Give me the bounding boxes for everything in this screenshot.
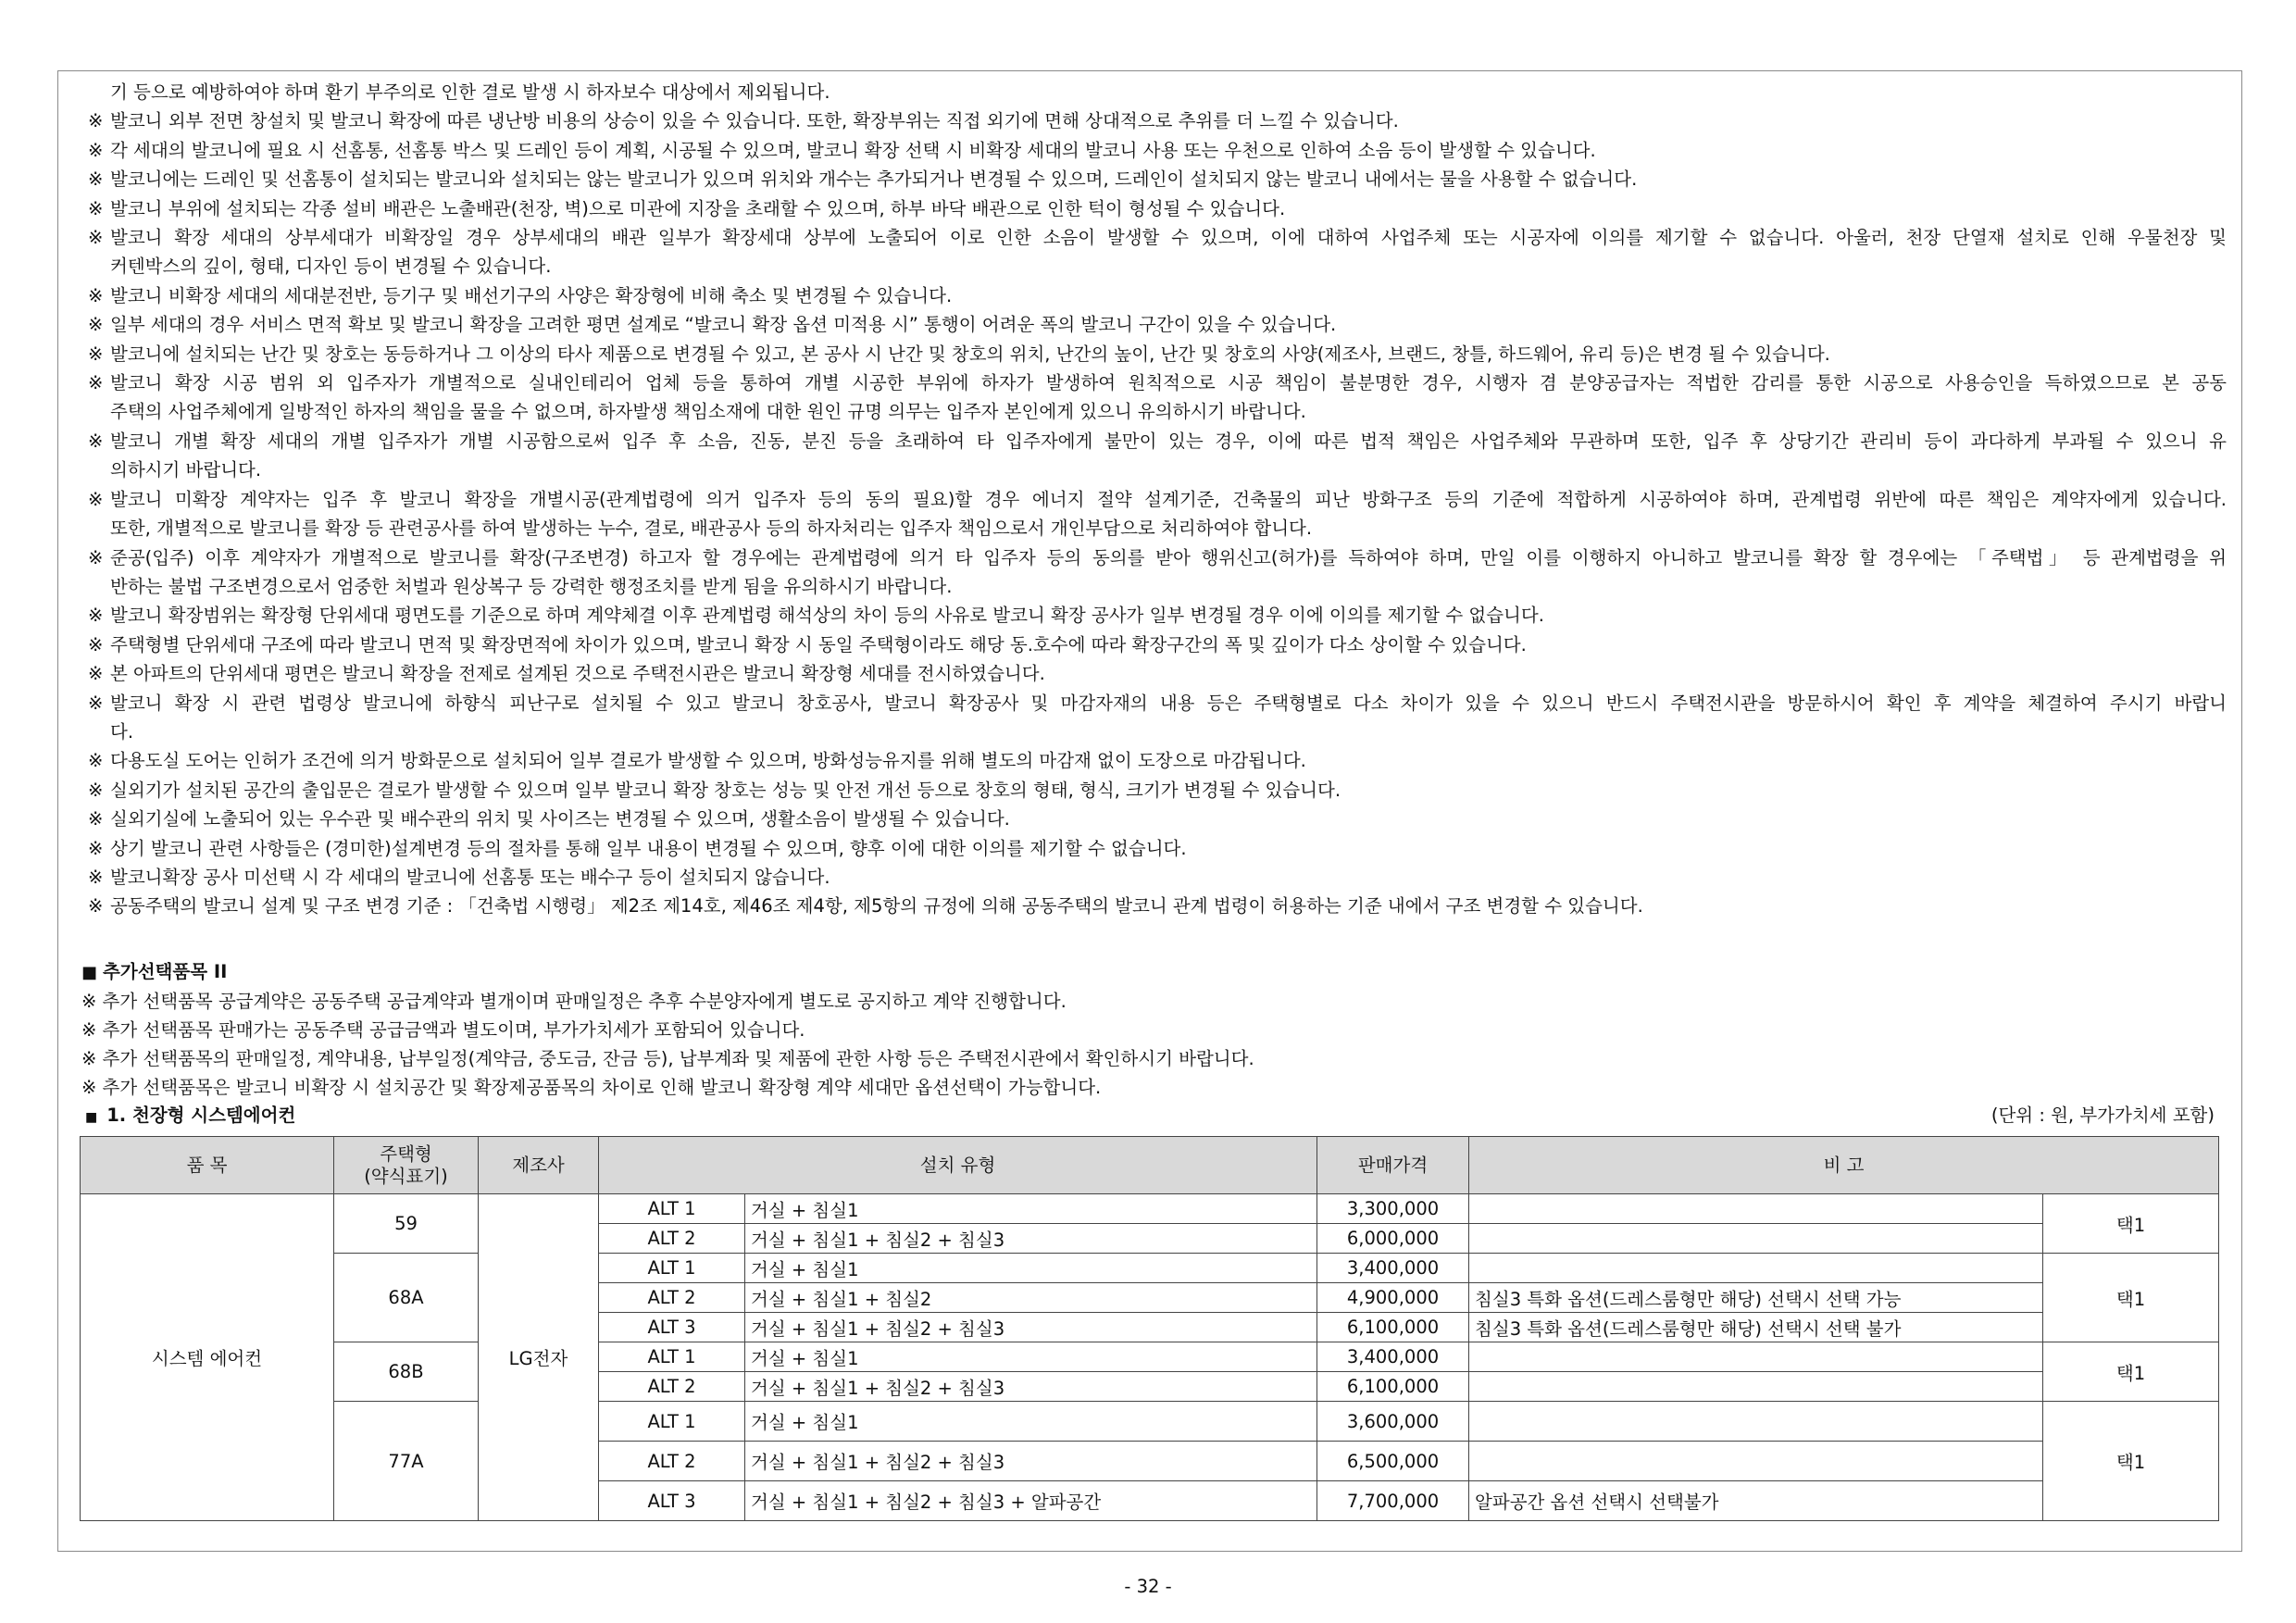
reference-mark-icon: ※ xyxy=(88,488,104,510)
reference-mark-icon: ※ xyxy=(88,779,104,801)
alt-cell: ALT 1 xyxy=(599,1402,745,1442)
reference-mark-icon xyxy=(88,572,110,601)
note-text: 반하는 불법 구조변경으로서 엄중한 처벌과 원상복구 등 강력한 행정조치를 받게 됨을 유의하시기 바랍니다. xyxy=(110,575,953,597)
note-line xyxy=(88,659,2227,688)
reference-mark-icon: ※ xyxy=(88,227,104,249)
reference-mark-icon xyxy=(88,514,110,543)
note-text: 발코니 부위에 설치되는 각종 설비 배관은 노출배관(천장, 벽)으로 미관에 지장을 초래할 수 있으며, 하부 바닥 배관으로 인한 턱이 형성될 수 있습니다. xyxy=(110,197,1286,219)
install-desc-cell: 거실 + 침실1 xyxy=(745,1402,1317,1442)
price-cell: 7,700,000 xyxy=(1317,1481,1469,1521)
table-row xyxy=(81,1402,2219,1442)
note-line xyxy=(88,863,2227,892)
alt-cell: ALT 1 xyxy=(599,1194,745,1224)
install-desc-cell: 거실 + 침실1 + 침실2 + 침실3 xyxy=(745,1224,1317,1254)
housing-type-cell: 77A xyxy=(334,1402,479,1521)
alt-cell: ALT 1 xyxy=(599,1254,745,1283)
header-item: 품 목 xyxy=(81,1137,334,1194)
additional-options-section xyxy=(81,958,2229,1131)
note-text: 다용도실 도어는 인허가 조건에 의거 방화문으로 설치되어 일부 결로가 발생할 수 있으며, 방화성능유지를 위해 별도의 마감재 없이 도장으로 마감됩니다. xyxy=(110,750,1306,772)
note-text: 주택형별 단위세대 구조에 따라 발코니 면적 및 확장면적에 차이가 있으며, 발코니 확장 시 동일 주택형이라도 해당 동.호수에 따라 확장구간의 폭 및 깊이가 다소 상이할 수 있습니다. xyxy=(110,633,1527,655)
price-cell: 6,100,000 xyxy=(1317,1372,1469,1402)
note-line xyxy=(88,485,2227,514)
alt-cell: ALT 3 xyxy=(599,1481,745,1521)
note-line xyxy=(88,718,2227,746)
alt-cell: ALT 3 xyxy=(599,1313,745,1342)
alt-cell: ALT 2 xyxy=(599,1442,745,1481)
remark-cell xyxy=(1469,1224,2043,1254)
header-price: 판매가격 xyxy=(1317,1137,1469,1194)
reference-mark-icon: ※ xyxy=(88,197,104,219)
remark-cell: 침실3 특화 옵션(드레스룸형만 해당) 선택시 선택 가능 xyxy=(1469,1283,2043,1313)
maker-cell: LG전자 xyxy=(479,1194,599,1521)
header-install-type: 설치 유형 xyxy=(599,1137,1317,1194)
remark-cell xyxy=(1469,1342,2043,1372)
alt-cell: ALT 2 xyxy=(599,1372,745,1402)
aircon-option-table xyxy=(80,1136,2219,1521)
price-cell: 6,000,000 xyxy=(1317,1224,1469,1254)
reference-mark-icon xyxy=(88,397,110,426)
note-text: 주택의 사업주체에게 일방적인 하자의 책임을 물을 수 없으며, 하자발생 책임소재에 대한 원인 규명 의무는 입주자 본인에게 있으니 유의하시기 바랍니다. xyxy=(110,401,1306,423)
reference-mark-icon: ※ xyxy=(88,837,104,859)
note-text: 발코니 미확장 계약자는 입주 후 발코니 확장을 개별시공(관계법령에 의거 입주자 등의 동의 필요)할 경우 에너지 절약 설계기준, 건축물의 피난 방화구조 등의 기준에 적합하게 시공하여야 하며, 관계법령 위반에 따른 책임은 계약자에게 있습니다. xyxy=(110,488,2227,510)
note-text: 발코니 외부 전면 창설치 및 발코니 확장에 따른 냉난방 비용의 상승이 있을 수 있습니다. 또한, 확장부위는 직접 외기에 면해 상대적으로 추위를 더 느낄 수 있습니다. xyxy=(110,110,1399,132)
reference-mark-icon: ※ xyxy=(88,110,104,132)
note-line xyxy=(88,136,2227,165)
note-line xyxy=(88,601,2227,630)
note-line xyxy=(88,78,2227,106)
note-text: 발코니 확장 세대의 상부세대가 비확장일 경우 상부세대의 배관 일부가 확장세대 상부에 노출되어 이로 인한 소음이 발생할 수 있으며, 이에 대하여 사업주체 또는 시공자에 이의를 제기할 수 없습니다. 아울러, 천장 단열재 설치로 인해 우물천장 및 xyxy=(110,227,2227,249)
reference-mark-icon: ※ xyxy=(88,546,104,568)
install-desc-cell: 거실 + 침실1 xyxy=(745,1342,1317,1372)
table-row xyxy=(81,1342,2219,1372)
choice-cell: 택1 xyxy=(2043,1254,2219,1342)
note-line xyxy=(88,310,2227,339)
table-header-row xyxy=(81,1137,2219,1194)
note-line xyxy=(88,397,2227,426)
section-note: ※ 추가 선택품목의 판매일정, 계약내용, 납부일정(계약금, 중도금, 잔금 등), 납부계좌 및 제품에 관한 사항 등은 주택전시관에서 확인하시기 바랍니다. xyxy=(81,1048,1254,1069)
note-text: 본 아파트의 단위세대 평면은 발코니 확장을 전제로 설계된 것으로 주택전시관은 발코니 확장형 세대를 전시하였습니다. xyxy=(110,663,1045,685)
install-desc-cell: 거실 + 침실1 + 침실2 + 침실3 xyxy=(745,1442,1317,1481)
note-line xyxy=(88,368,2227,397)
choice-cell: 택1 xyxy=(2043,1194,2219,1254)
choice-cell: 택1 xyxy=(2043,1342,2219,1402)
square-bullet-icon: ■ xyxy=(81,963,98,982)
table-row xyxy=(81,1254,2219,1283)
remark-cell: 알파공간 옵션 선택시 선택불가 xyxy=(1469,1481,2043,1521)
reference-mark-icon xyxy=(88,718,110,746)
remark-cell xyxy=(1469,1254,2043,1283)
note-text: 각 세대의 발코니에 필요 시 선홈통, 선홈통 박스 및 드레인 등이 계획, 시공될 수 있으며, 발코니 확장 선택 시 비확장 세대의 발코니 사용 또는 우천으로 인하여 소음 등이 발생할 수 있습니다. xyxy=(110,139,1596,161)
housing-type-cell: 59 xyxy=(334,1194,479,1254)
item-cell: 시스템 에어컨 xyxy=(81,1194,334,1521)
note-text: 다. xyxy=(110,720,134,743)
reference-mark-icon: ※ xyxy=(88,895,104,918)
housing-type-cell: 68B xyxy=(334,1342,479,1402)
reference-mark-icon: ※ xyxy=(88,633,104,655)
note-text: 발코니 확장범위는 확장형 단위세대 평면도를 기준으로 하며 계약체결 이후 관계법령 해석상의 차이 등의 사유로 발코니 확장 공사가 일부 변경될 경우 이에 이의를 제기할 수 없습니다. xyxy=(110,605,1544,627)
reference-mark-icon: ※ xyxy=(88,430,104,452)
price-cell: 6,100,000 xyxy=(1317,1313,1469,1342)
section-note: ※ 추가 선택품목 판매가는 공동주택 공급금액과 별도이며, 부가가치세가 포함되어 있습니다. xyxy=(81,1019,805,1041)
note-text: 공동주택의 발코니 설계 및 구조 변경 기준 : 「건축법 시행령」 제2조 제14호, 제46조 제4항, 제5항의 규정에 의해 공동주택의 발코니 관계 법령이 허용하는 기준 내에서 구조 변경할 수 있습니다. xyxy=(110,895,1643,918)
price-cell: 6,500,000 xyxy=(1317,1442,1469,1481)
note-text: 발코니 개별 확장 세대의 개별 입주자가 개별 시공함으로써 입주 후 소음, 진동, 분진 등을 초래하여 타 입주자에게 불만이 있는 경우, 이에 따른 법적 책임은 사업주체와 무관하며 또한, 입주 후 상당기간 관리비 등이 과다하게 부과될 수 있으니 유 xyxy=(110,430,2227,452)
reference-mark-icon: ※ xyxy=(88,314,104,336)
note-line xyxy=(88,689,2227,718)
section-title xyxy=(81,958,2229,987)
reference-mark-icon: ※ xyxy=(88,692,104,714)
reference-mark-icon: ※ xyxy=(88,750,104,772)
note-text: 발코니 비확장 세대의 세대분전반, 등기구 및 배선기구의 사양은 확장형에 비해 축소 및 변경될 수 있습니다. xyxy=(110,284,953,306)
remark-cell xyxy=(1469,1194,2043,1224)
note-line xyxy=(88,776,2227,805)
page-number: - 32 - xyxy=(1124,1576,1172,1597)
install-desc-cell: 거실 + 침실1 + 침실2 + 침실3 xyxy=(745,1313,1317,1342)
alt-cell: ALT 1 xyxy=(599,1342,745,1372)
note-line xyxy=(88,572,2227,601)
reference-mark-icon: ※ xyxy=(88,866,104,888)
section-note: ※ 추가 선택품목은 발코니 비확장 시 설치공간 및 확장제공품목의 차이로 인해 발코니 확장형 계약 세대만 옵션선택이 가능합니다. xyxy=(81,1077,1102,1098)
note-text: 발코니 확장 시공 범위 외 입주자가 개별적으로 실내인테리어 업체 등을 통하여 개별 시공한 부위에 하자가 발생하여 원칙적으로 시공 책임이 불분명한 경우, 시행자 겸 분양공급자는 적법한 감리를 통한 시공으로 사용승인을 득하였으므로 본 공동 xyxy=(110,372,2227,394)
note-text: 준공(입주) 이후 계약자가 개별적으로 발코니를 확장(구조변경) 하고자 할 경우에는 관계법령에 의거 타 입주자 등의 동의를 받아 행위신고(허가)를 득하여야 하며, 만일 이를 이행하지 아니하고 발코니를 확장 할 경우에는 「주택법」 등 관계법령을 위 xyxy=(110,546,2227,568)
header-remark: 비 고 xyxy=(1469,1137,2219,1194)
note-line xyxy=(88,834,2227,863)
note-text: 상기 발코니 관련 사항들은 (경미한)설계변경 등의 절차를 통해 일부 내용이 변경될 수 있으며, 향후 이에 대한 이의를 제기할 수 없습니다. xyxy=(110,837,1187,859)
alt-cell: ALT 2 xyxy=(599,1224,745,1254)
header-type: 주택형 (약식표기) xyxy=(334,1137,479,1194)
note-text: 일부 세대의 경우 서비스 면적 확보 및 발코니 확장을 고려한 평면 설계로 “발코니 확장 옵션 미적용 시” 통행이 어려운 폭의 발코니 구간이 있을 수 있습니다. xyxy=(110,314,1337,336)
note-text: 발코니에 설치되는 난간 및 창호는 동등하거나 그 이상의 타사 제품으로 변경될 수 있고, 본 공사 시 난간 및 창호의 위치, 난간의 높이, 난간 및 창호의 사양(제조사, 브랜드, 창틀, 하드웨어, 유리 등)은 변경 될 수 있습니다. xyxy=(110,343,1830,365)
note-text: 발코니에는 드레인 및 선홈통이 설치되는 발코니와 설치되는 않는 발코니가 있으며 위치와 개수는 추가되거나 변경될 수 있으며, 드레인이 설치되지 않는 발코니 내에서는 물을 사용할 수 없습니다. xyxy=(110,169,1638,191)
note-line xyxy=(88,543,2227,572)
note-line xyxy=(88,194,2227,223)
square-bullet-icon: ■ xyxy=(85,1110,98,1125)
install-desc-cell: 거실 + 침실1 xyxy=(745,1254,1317,1283)
note-line xyxy=(88,223,2227,252)
note-text: 실외기실에 노출되어 있는 우수관 및 배수관의 위치 및 사이즈는 변경될 수 있으며, 생활소음이 발생될 수 있습니다. xyxy=(110,808,1010,830)
balcony-notes-list xyxy=(88,78,2227,921)
header-maker: 제조사 xyxy=(479,1137,599,1194)
remark-cell xyxy=(1469,1402,2043,1442)
price-cell: 3,400,000 xyxy=(1317,1254,1469,1283)
price-cell: 3,300,000 xyxy=(1317,1194,1469,1224)
note-line xyxy=(88,281,2227,310)
note-text: 발코니 확장 시 관련 법령상 발코니에 하향식 피난구로 설치될 수 있고 발코니 창호공사, 발코니 확장공사 및 마감자재의 내용 등은 주택형별로 다소 차이가 있을 수 있으니 반드시 주택전시관을 방문하시어 확인 후 계약을 체결하여 주시기 바랍니 xyxy=(110,692,2227,714)
note-line xyxy=(88,456,2227,484)
note-line xyxy=(88,165,2227,194)
reference-mark-icon: ※ xyxy=(88,605,104,627)
note-text: 의하시기 바랍니다. xyxy=(110,459,262,481)
install-desc-cell: 거실 + 침실1 + 침실2 + 침실3 xyxy=(745,1372,1317,1402)
note-line xyxy=(88,106,2227,135)
remark-cell xyxy=(1469,1442,2043,1481)
note-line xyxy=(88,630,2227,659)
note-text: 기 등으로 예방하여야 하며 환기 부주의로 인한 결로 발생 시 하자보수 대상에서 제외됩니다. xyxy=(110,81,830,103)
section-title-text: 추가선택품목 II xyxy=(103,961,228,982)
reference-mark-icon: ※ xyxy=(88,139,104,161)
reference-mark-icon: ※ xyxy=(88,284,104,306)
install-desc-cell: 거실 + 침실1 + 침실2 xyxy=(745,1283,1317,1313)
note-line xyxy=(88,252,2227,281)
reference-mark-icon xyxy=(88,252,110,281)
price-cell: 3,400,000 xyxy=(1317,1342,1469,1372)
subsection-header xyxy=(81,1102,2229,1131)
price-cell: 3,600,000 xyxy=(1317,1402,1469,1442)
note-text: 또한, 개별적으로 발코니를 확장 등 관련공사를 하여 발생하는 누수, 결로, 배관공사 등의 하자처리는 입주자 책임으로서 개인부담으로 처리하여야 합니다. xyxy=(110,518,1313,540)
install-desc-cell: 거실 + 침실1 xyxy=(745,1194,1317,1224)
price-cell: 4,900,000 xyxy=(1317,1283,1469,1313)
alt-cell: ALT 2 xyxy=(599,1283,745,1313)
subsection-title: ■ 1. 천장형 시스템에어컨 xyxy=(85,1105,296,1126)
choice-cell: 택1 xyxy=(2043,1402,2219,1521)
remark-cell xyxy=(1469,1372,2043,1402)
reference-mark-icon: ※ xyxy=(88,343,104,365)
reference-mark-icon: ※ xyxy=(88,663,104,685)
reference-mark-icon: ※ xyxy=(88,372,104,394)
note-text: 발코니확장 공사 미선택 시 각 세대의 발코니에 선홈통 또는 배수구 등이 설치되지 않습니다. xyxy=(110,866,830,888)
note-line xyxy=(88,340,2227,368)
note-line xyxy=(88,805,2227,833)
housing-type-cell: 68A xyxy=(334,1254,479,1342)
table-row xyxy=(81,1194,2219,1224)
reference-mark-icon xyxy=(88,78,110,106)
reference-mark-icon: ※ xyxy=(88,169,104,191)
note-text: 커텐박스의 깊이, 형태, 디자인 등이 변경될 수 있습니다. xyxy=(110,256,552,278)
unit-note: (단위 : 원, 부가가치세 포함) xyxy=(1990,1105,2215,1126)
reference-mark-icon xyxy=(88,456,110,484)
note-line xyxy=(88,746,2227,775)
install-desc-cell: 거실 + 침실1 + 침실2 + 침실3 + 알파공간 xyxy=(745,1481,1317,1521)
note-line xyxy=(88,514,2227,543)
note-line xyxy=(88,427,2227,456)
section-note: ※ 추가 선택품목 공급계약은 공동주택 공급계약과 별개이며 판매일정은 추후 수분양자에게 별도로 공지하고 계약 진행합니다. xyxy=(81,991,1067,1012)
note-text: 실외기가 설치된 공간의 출입문은 결로가 발생할 수 있으며 일부 발코니 확장 창호는 성능 및 안전 개선 등으로 창호의 형태, 형식, 크기가 변경될 수 있습니다. xyxy=(110,779,1341,801)
remark-cell: 침실3 특화 옵션(드레스룸형만 해당) 선택시 선택 불가 xyxy=(1469,1313,2043,1342)
reference-mark-icon: ※ xyxy=(88,808,104,830)
table-body xyxy=(81,1194,2219,1521)
note-line xyxy=(88,892,2227,920)
